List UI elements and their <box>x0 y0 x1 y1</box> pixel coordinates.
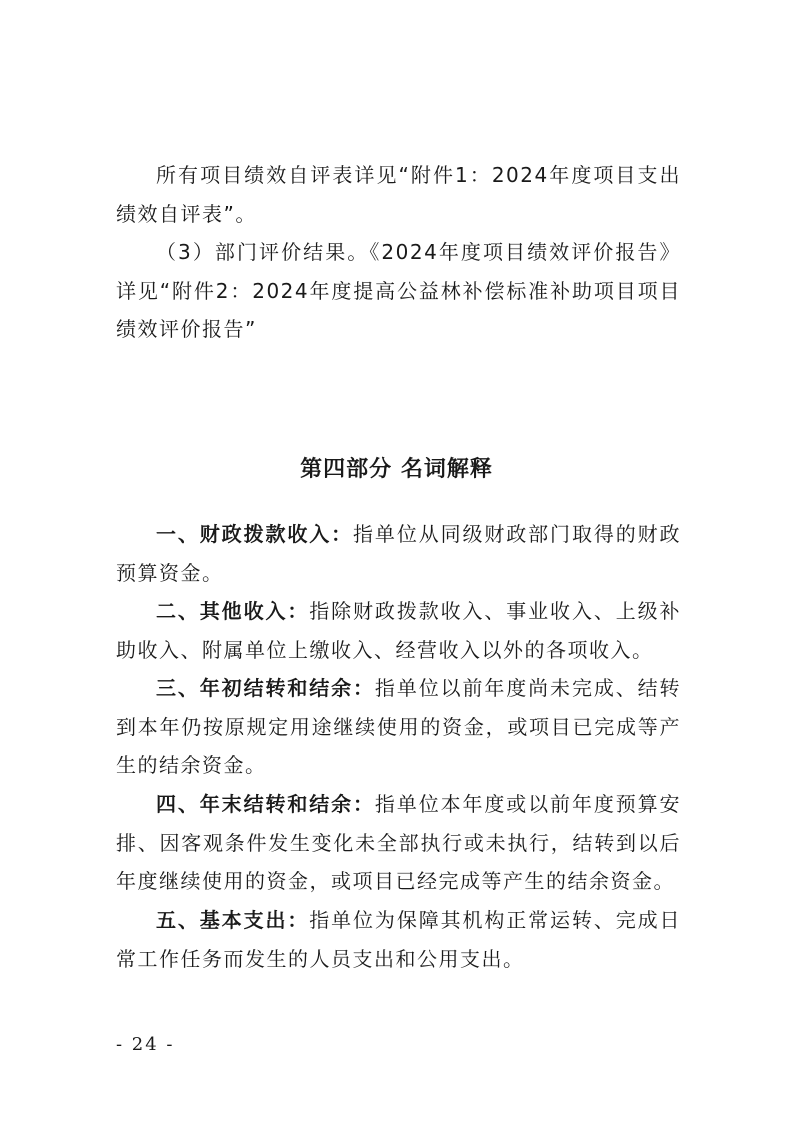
paragraph-text: 所有项目绩效自评表详见“附件1：2024年度项目支出绩效自评表”。 <box>116 163 681 226</box>
definition-item <box>116 515 681 592</box>
paragraph-text: （3）部门评价结果。《2024年度项目绩效评价报告》详见“附件2：2024年度提高公益林补偿标准补助项目项目绩效评价报告” <box>116 240 681 341</box>
section-title: 第四部分 名词解释 <box>300 456 493 482</box>
definition-text: 指单位本年度或以前年度预算安排、因客观条件发生变化未全部执行或未执行，结转到以后年度继续使用的资金，或项目已经完成等产生的结余资金。 <box>116 792 682 893</box>
definition-text: 指单位从同级财政部门取得的财政预算资金。 <box>116 522 682 585</box>
definition-term: 三、年初结转和结余： <box>156 676 375 700</box>
definition-item <box>116 901 681 978</box>
definition-text: 指除财政拨款收入、事业收入、上级补助收入、附属单位上缴收入、经营收入以外的各项收入。 <box>116 599 682 662</box>
paragraph-department-evaluation <box>116 233 681 349</box>
definition-term: 四、年末结转和结余： <box>156 792 375 816</box>
definition-term: 五、基本支出： <box>156 908 310 932</box>
page-number: - 24 - <box>116 1034 175 1055</box>
definition-item <box>116 785 681 901</box>
definition-text: 指单位以前年度尚未完成、结转到本年仍按原规定用途继续使用的资金，或项目已完成等产生的结余资金。 <box>116 676 682 777</box>
definition-item <box>116 592 681 669</box>
paragraph-appendix-1 <box>116 156 681 233</box>
definition-item <box>116 669 681 785</box>
definition-term: 一、财政拨款收入： <box>156 522 354 546</box>
definition-term: 二、其他收入： <box>156 599 310 623</box>
definition-text: 指单位为保障其机构正常运转、完成日常工作任务而发生的人员支出和公用支出。 <box>116 908 682 971</box>
